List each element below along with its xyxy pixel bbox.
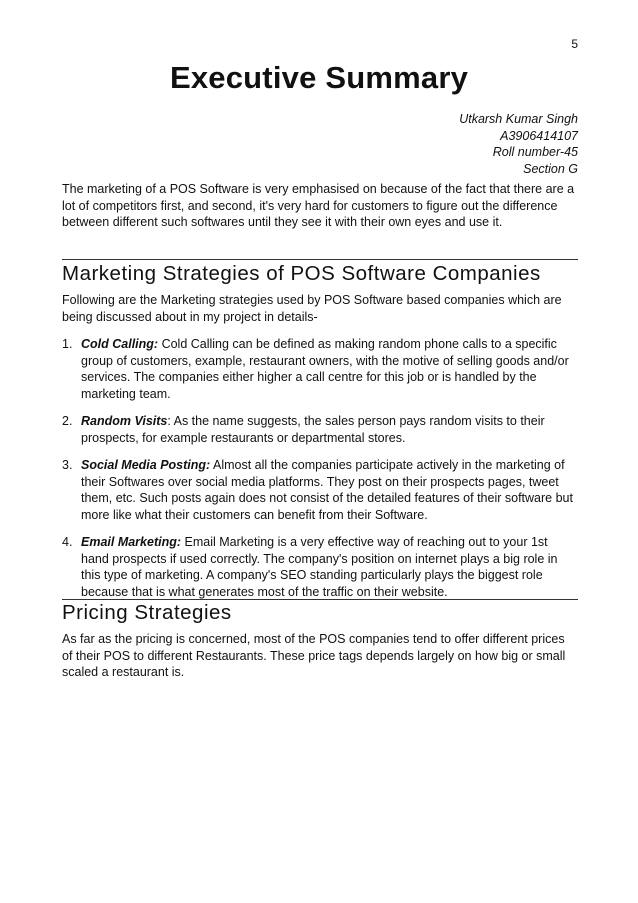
intro-paragraph: The marketing of a POS Software is very emphasised on because of the fact that there are a lot of competitors first, and second, it's very hard for customers to figure out the difference between different such softwares until they see it with their own eyes and use it.	[62, 182, 575, 229]
list-item-title: Cold Calling:	[81, 337, 159, 351]
author-id: A3906414107	[500, 128, 578, 143]
list-item-text: Cold Calling can be defined as making random phone calls to a specific group of customers, example, restaurant owners, with the motive of selling goods and/or services. The companies either higher a call centre for this job or is handled by the marketing team.	[81, 337, 569, 401]
author-name: Utkarsh Kumar Singh	[459, 112, 578, 126]
marketing-intro: Following are the Marketing strategies used by POS Software based companies which are being discussed about in my project in details-	[62, 293, 562, 324]
author-roll-number: Roll number-45	[492, 145, 578, 159]
list-item	[62, 413, 578, 446]
pricing-paragraph: As far as the pricing is concerned, most of the POS companies tend to offer different prices of their POS to different Restaurants. These price tags depends largely on how big or small scaled a restaurant is.	[62, 632, 566, 679]
list-item-number: 2.	[62, 414, 73, 428]
document-title: Executive Summary	[169, 60, 469, 95]
marketing-section	[62, 292, 578, 600]
list-item-number: 1.	[62, 337, 73, 351]
section-divider-marketing	[62, 259, 578, 260]
list-item	[62, 457, 578, 523]
list-item-title: Social Media Posting:	[81, 458, 211, 472]
list-item-title: Random Visits	[81, 414, 168, 428]
list-item-text: Email Marketing is a very effective way of reaching out to your 1st hand prospects if used correctly. The company's position on internet plays a big role in this type of marketing. A company's SEO standing particularly plays the biggest role because that is what generates most of the traffic on their website.	[81, 535, 558, 599]
list-item-title: Email Marketing:	[81, 535, 182, 549]
list-item-text: Almost all the companies participate actively in the marketing of their Softwares over social media platforms. They post on their prospects pages, tweet them, etc. Such posts again does not consist of the detailed features of their software but more like what their customers can benefit from their Software.	[81, 458, 573, 522]
section-heading-marketing: Marketing Strategies of POS Software Companies	[62, 262, 541, 285]
section-divider-pricing	[62, 599, 578, 600]
page-number: 5	[571, 37, 578, 51]
list-item-text: : As the name suggests, the sales person pays random visits to their prospects, for example restaurants or departmental stores.	[81, 414, 545, 445]
list-item	[62, 534, 578, 600]
strategy-list	[62, 336, 578, 600]
list-item-number: 4.	[62, 535, 73, 549]
author-section: Section G	[523, 161, 578, 176]
list-item	[62, 336, 578, 402]
list-item-number: 3.	[62, 458, 73, 472]
section-heading-pricing: Pricing Strategies	[62, 601, 232, 624]
author-block	[459, 111, 578, 177]
